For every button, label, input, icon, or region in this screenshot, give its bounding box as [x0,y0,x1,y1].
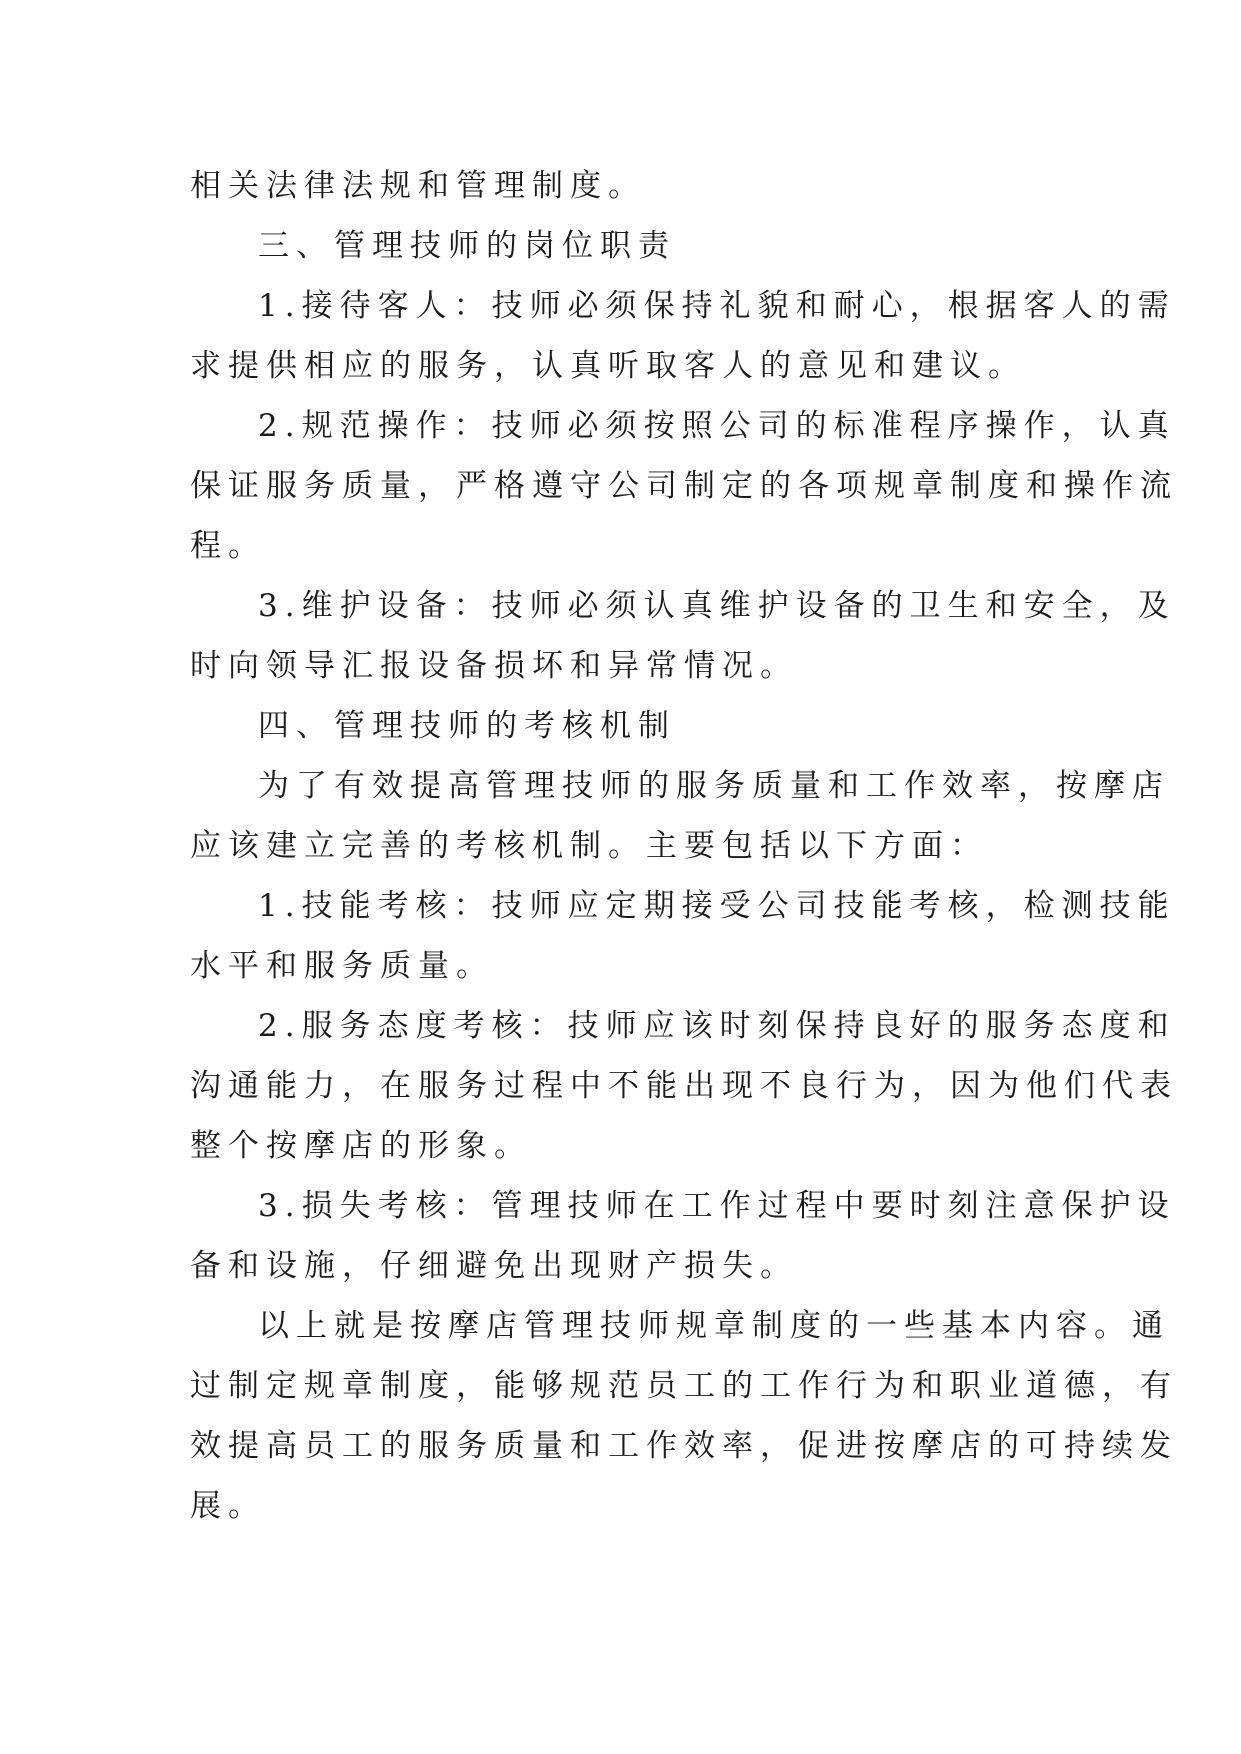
text-line: 3.损失考核：管理技师在工作过程中要时刻注意保护设 [258,1188,1176,1224]
text-line: 1.接待客人：技师必须保持礼貌和耐心，根据客人的需 [258,288,1176,324]
text-line: 程。 [190,528,266,564]
text-line: 以上就是按摩店管理技师规章制度的一些基本内容。通 [258,1308,1170,1344]
section-heading: 四、管理技师的考核机制 [258,708,676,744]
text-line: 展。 [190,1488,266,1524]
text-line: 效提高员工的服务质量和工作效率，促进按摩店的可持续发 [190,1428,1178,1464]
text-line: 2.服务态度考核：技师应该时刻保持良好的服务态度和 [258,1008,1176,1044]
text-line: 3.维护设备：技师必须认真维护设备的卫生和安全，及 [258,588,1176,624]
text-line: 应该建立完善的考核机制。主要包括以下方面： [190,828,988,864]
text-line: 备和设施，仔细避免出现财产损失。 [190,1248,798,1284]
section-heading: 三、管理技师的岗位职责 [258,228,676,264]
text-line: 整个按摩店的形象。 [190,1128,532,1164]
text-line: 为了有效提高管理技师的服务质量和工作效率，按摩店 [258,768,1170,804]
text-line: 2.规范操作：技师必须按照公司的标准程序操作，认真 [258,408,1176,444]
text-line: 过制定规章制度，能够规范员工的工作行为和职业道德，有 [190,1368,1178,1404]
text-line: 求提供相应的服务，认真听取客人的意见和建议。 [190,348,1026,384]
text-line: 沟通能力，在服务过程中不能出现不良行为，因为他们代表 [190,1068,1178,1104]
text-line: 1.技能考核：技师应定期接受公司技能考核，检测技能 [258,888,1176,924]
text-line: 时向领导汇报设备损坏和异常情况。 [190,648,798,684]
text-line: 保证服务质量，严格遵守公司制定的各项规章制度和操作流 [190,468,1178,504]
text-line: 水平和服务质量。 [190,948,494,984]
text-line: 相关法律法规和管理制度。 [190,168,646,204]
